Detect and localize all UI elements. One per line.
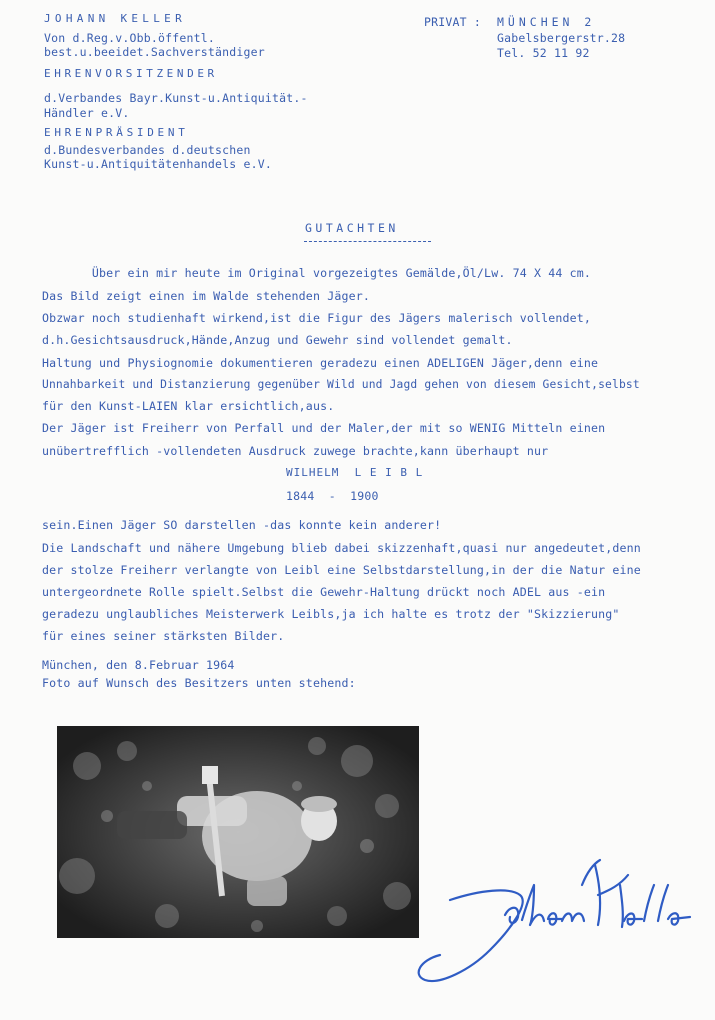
photo-note: Foto auf Wunsch des Besitzers unten stehend:: [42, 676, 356, 690]
body-line-13: untergeordnete Rolle spielt.Selbst die Gewehr-Haltung drückt noch ADEL aus -ein: [42, 585, 606, 599]
letterhead-name: JOHANN KELLER: [44, 12, 186, 25]
ehrenpraesident-line2: Kunst-u.Antiquitätenhandels e.V.: [44, 157, 272, 171]
ehrenpraesident-line1: d.Bundesverbandes d.deutschen: [44, 143, 251, 157]
body-line-12: der stolze Freiherr verlangte von Leibl eine Selbstdarstellung,in der die Natur eine: [42, 563, 641, 577]
privat-label: PRIVAT :: [424, 15, 481, 29]
body-line-5: Haltung und Physiognomie dokumentieren geradezu einen ADELIGEN Jäger,denn eine: [42, 356, 599, 370]
ehrenpraesident-title: EHRENPRÄSIDENT: [44, 126, 189, 139]
letterhead-line1: Von d.Reg.v.Obb.öffentl.: [44, 31, 215, 45]
address-street: Gabelsbergerstr.28: [497, 31, 626, 45]
address-city: MÜNCHEN 2: [497, 15, 596, 29]
document-heading: GUTACHTEN: [305, 221, 399, 235]
painting-image: [57, 726, 419, 938]
signature-image: [410, 845, 705, 995]
body-line-2: Das Bild zeigt einen im Walde stehenden Jäger.: [42, 289, 370, 303]
address-phone: Tel. 52 11 92: [497, 46, 590, 60]
ehrenvorsitzender-line1: d.Verbandes Bayr.Kunst-u.Antiquität.-: [44, 91, 308, 105]
body-line-8: Der Jäger ist Freiherr von Perfall und der Maler,der mit so WENIG Mitteln einen: [42, 421, 606, 435]
date-line: München, den 8.Februar 1964: [42, 658, 235, 672]
body-line-14: geradezu unglaubliches Meisterwerk Leibls,ja ich halte es trotz der "Skizzierung": [42, 607, 620, 621]
letterhead-line2: best.u.beeidet.Sachverständiger: [44, 45, 265, 59]
heading-underline: [304, 241, 431, 242]
ehrenvorsitzender-line2: Händler e.V.: [44, 106, 130, 120]
painting-photo: [57, 726, 419, 938]
body-line-10: sein.Einen Jäger SO darstellen -das konnte kein anderer!: [42, 518, 442, 532]
body-line-9: unübertrefflich -vollendeten Ausdruck zuwege brachte,kann überhaupt nur: [42, 444, 549, 458]
body-line-15: für eines seiner stärksten Bilder.: [42, 629, 285, 643]
ehrenvorsitzender-title: EHRENVORSITZENDER: [44, 67, 218, 80]
body-line-3: Obzwar noch studienhaft wirkend,ist die Figur des Jägers malerisch vollendet,: [42, 311, 592, 325]
body-line-7: für den Kunst-LAIEN klar ersichtlich,aus.: [42, 399, 335, 413]
body-line-6: Unnahbarkeit und Distanzierung gegenüber Wild und Jagd gehen von diesem Gesicht,selbst: [42, 378, 640, 391]
body-line-4: d.h.Gesichtsausdruck,Hände,Anzug und Gewehr sind vollendet gemalt.: [42, 333, 513, 347]
painter-years: 1844 - 1900: [286, 489, 379, 503]
painter-name: WILHELM L E I B L: [286, 466, 424, 479]
body-line-11: Die Landschaft und nähere Umgebung blieb dabei skizzenhaft,quasi nur angedeutet,denn: [42, 541, 641, 555]
body-line-1: Über ein mir heute im Original vorgezeigtes Gemälde,Öl/Lw. 74 X 44 cm.: [42, 266, 592, 280]
